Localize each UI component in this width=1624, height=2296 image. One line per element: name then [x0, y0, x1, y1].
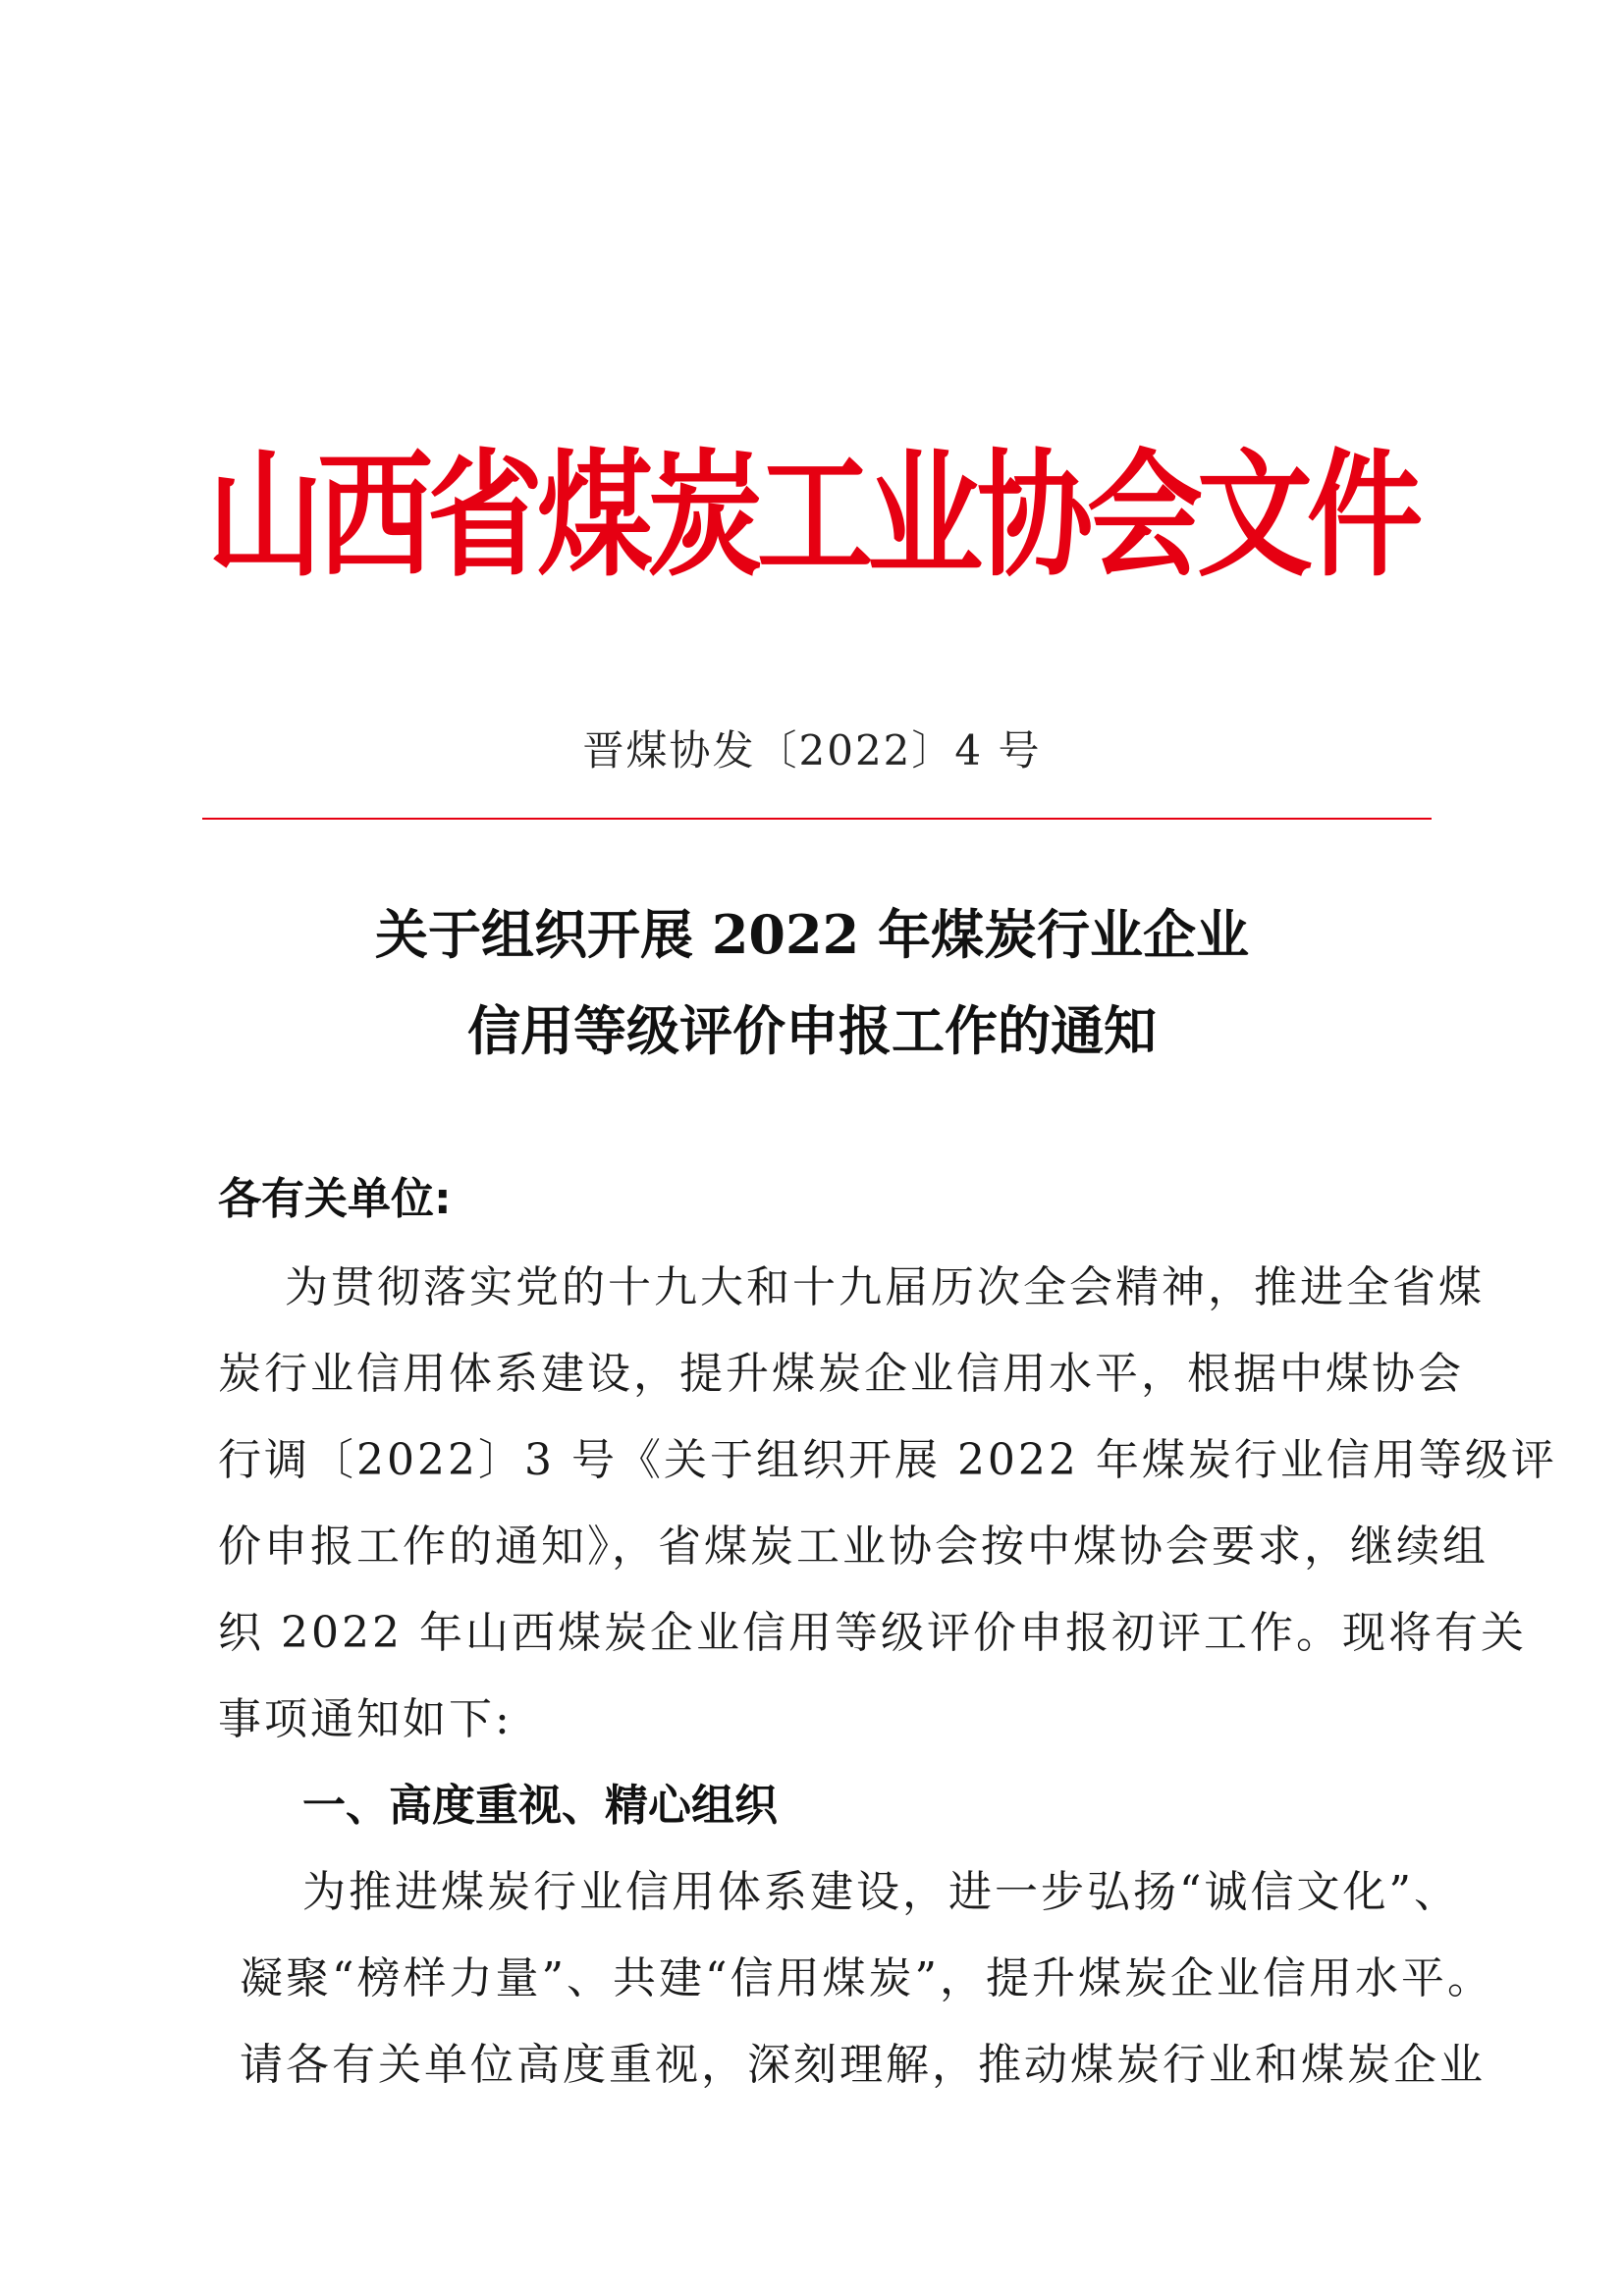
body-line: 行调〔2022〕3 号《关于组织开展 2022 年煤炭行业信用等级评 — [218, 1435, 1557, 1485]
body-line: 事项通知如下: — [218, 1694, 513, 1744]
body-line: 炭行业信用体系建设，提升煤炭企业信用水平，根据中煤协会 — [218, 1349, 1464, 1399]
section-heading-1: 一、高度重视、精心组织 — [302, 1781, 778, 1831]
notice-title-line-1: 关于组织开展 2022 年煤炭行业企业 — [375, 903, 1249, 966]
body-line: 价申报工作的通知》，省煤炭工业协会按中煤协会要求，继续组 — [218, 1522, 1489, 1572]
red-divider-line — [202, 818, 1432, 820]
masthead-title: 山西省煤炭工业协会文件 — [206, 435, 1417, 596]
body-line: 凝聚“榜样力量”、共建“信用煤炭”，提升煤炭企业信用水平。 — [240, 1953, 1493, 2003]
notice-title-line-2: 信用等级评价申报工作的通知 — [467, 999, 1157, 1062]
body-line: 请各有关单位高度重视，深刻理解，推动煤炭行业和煤炭企业 — [240, 2040, 1486, 2090]
body-line: 为推进煤炭行业信用体系建设，进一步弘扬“诚信文化”、 — [302, 1867, 1460, 1917]
salutation: 各有关单位: — [218, 1174, 452, 1224]
document-number: 晋煤协发〔2022〕4 号 — [582, 726, 1042, 774]
body-line: 为贯彻落实党的十九大和十九届历次全会精神，推进全省煤 — [285, 1262, 1485, 1312]
body-line: 织 2022 年山西煤炭企业信用等级评价申报初评工作。现将有关 — [218, 1608, 1527, 1658]
